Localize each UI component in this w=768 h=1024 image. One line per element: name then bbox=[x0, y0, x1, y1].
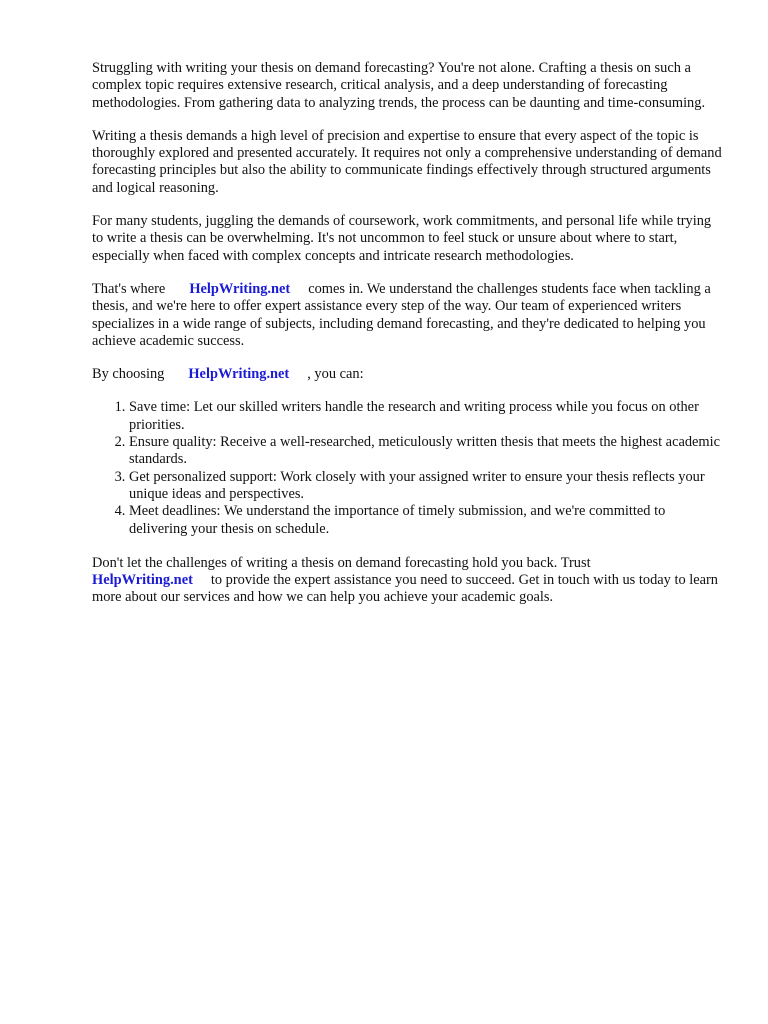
helpwriting-link[interactable]: HelpWriting.net bbox=[188, 366, 290, 383]
document-page bbox=[92, 60, 722, 623]
helpwriting-link[interactable]: HelpWriting.net bbox=[92, 572, 193, 589]
closing-body-text: to provide the expert assistance you need to succeed. Get in touch with us today to learn more about our services and how we can help you achieve your academic goals. bbox=[92, 572, 718, 606]
thats-where-paragraph bbox=[92, 281, 722, 350]
precision-paragraph: Writing a thesis demands a high level of precision and expertise to ensure that every aspect of the topic is thoroughly explored and presented accurately. It requires not only a comprehensive understanding of demand forecasting principles but also the ability to communicate findings effectively through structured arguments and logical reasoning. bbox=[92, 127, 722, 196]
by-choosing-lead-text: By choosing bbox=[92, 366, 165, 383]
list-item: 1. Save time: Let our skilled writers handle the research and writing process while you focus on other priorities. bbox=[129, 399, 722, 434]
closing-paragraph bbox=[92, 555, 722, 607]
benefits-list bbox=[92, 399, 722, 537]
thats-where-lead-text: That's where bbox=[92, 280, 166, 297]
list-item: 3. Get personalized support: Work closely with your assigned writer to ensure your thesis reflects your unique ideas and perspectives. bbox=[129, 469, 722, 504]
students-paragraph: For many students, juggling the demands of coursework, work commitments, and personal life while trying to write a thesis can be overwhelming. It's not uncommon to feel stuck or unsure about where to start, especially when faced with complex concepts and intricate research methodologies. bbox=[92, 213, 712, 264]
helpwriting-link[interactable]: HelpWriting.net bbox=[189, 280, 291, 297]
thats-where-body-text: comes in. We understand the challenges students face when tackling a thesis, and we're here to offer expert assistance every step of the way. Our team of experienced writers specializes in a wide range of subjects, including demand forecasting, and they're dedicated to helping you achieve academic success. bbox=[92, 280, 711, 349]
list-item: 4. Meet deadlines: We understand the importance of timely submission, and we're committed to delivering your thesis on schedule. bbox=[129, 503, 722, 538]
by-choosing-tail-text: , you can: bbox=[307, 366, 364, 383]
by-choosing-paragraph bbox=[92, 366, 722, 383]
closing-lead-text: Don't let the challenges of writing a thesis on demand forecasting hold you back. Trust bbox=[92, 554, 591, 571]
intro-paragraph: Struggling with writing your thesis on demand forecasting? You're not alone. Crafting a thesis on such a complex topic requires extensive research, critical analysis, and a deep understanding of forecasting methodologies. From gathering data to analyzing trends, the process can be daunting and time-consuming. bbox=[92, 60, 706, 111]
list-item: 2. Ensure quality: Receive a well-researched, meticulously written thesis that meets the highest academic standards. bbox=[129, 434, 722, 469]
